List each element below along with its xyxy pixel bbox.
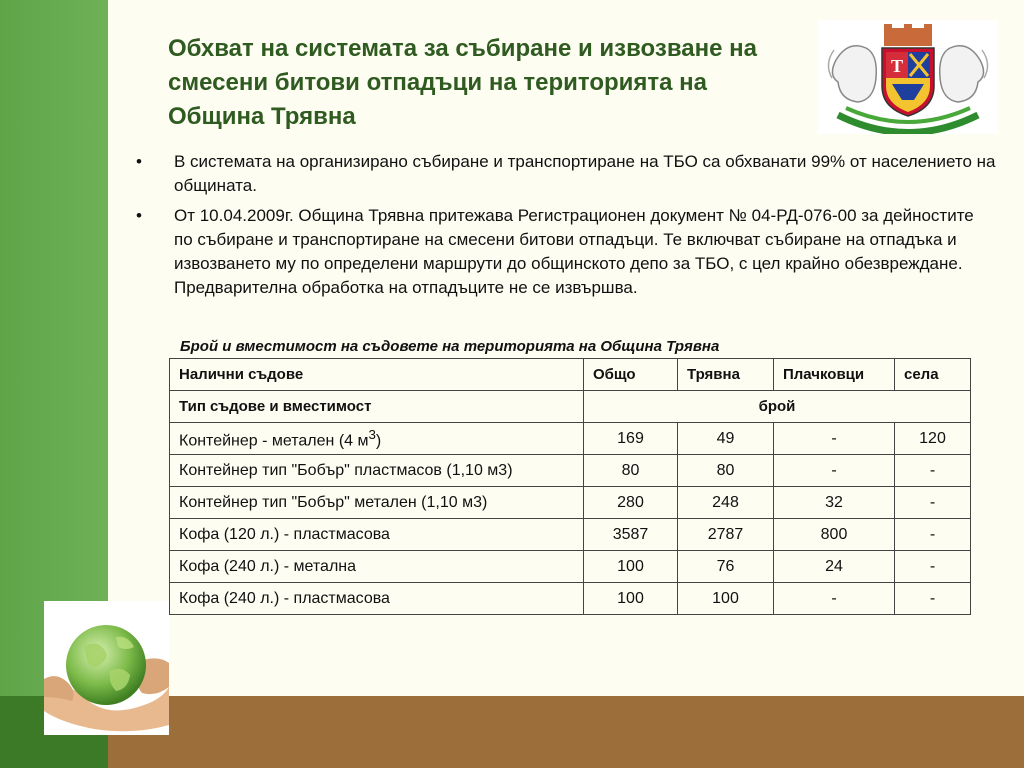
cell-tryavna: 100 — [678, 583, 774, 615]
table-row — [170, 487, 971, 519]
cell-tryavna: 2787 — [678, 519, 774, 551]
row-label: Кофа (120 л.) - пластмасова — [170, 519, 584, 551]
cell-tryavna: 49 — [678, 423, 774, 455]
header-cell: Налични съдове — [170, 359, 584, 391]
bullet-text: От 10.04.2009г. Община Трявна притежава Регистрационен документ № 04-РД-076-00 за дейностите по събиране и транспортиране на смесени битови отпадъци. Те включват събиране на отпадъка и извозването му по определени маршрути до общинското депо за ТБО, с цел крайно обезвреждане. Предварителна обработка на отпадъците не се извършва. — [174, 206, 974, 297]
header-cell: Общо — [584, 359, 678, 391]
cell-sela: - — [895, 487, 971, 519]
row-label: Кофа (240 л.) - пластмасова — [170, 583, 584, 615]
cell-plachkovtsi: 800 — [774, 519, 895, 551]
table-row — [170, 519, 971, 551]
bullet-marker: • — [136, 152, 142, 171]
header-cell: Трявна — [678, 359, 774, 391]
bullet-text: В системата на организирано събиране и транспортиране на ТБО са обхванати 99% от населението на общината. — [174, 152, 996, 195]
cell-tryavna: 248 — [678, 487, 774, 519]
cell-total: 3587 — [584, 519, 678, 551]
cell-plachkovtsi: - — [774, 455, 895, 487]
slide-title: Обхват на системата за събиране и извозване на смесени битови отпадъци на територията на Община Трявна — [168, 35, 757, 130]
header-cell: Плачковци — [774, 359, 895, 391]
row-label: Кофа (240 л.) - метална — [170, 551, 584, 583]
cell-plachkovtsi: - — [774, 583, 895, 615]
containers-table — [169, 358, 971, 615]
row-label: Контейнер тип "Бобър" метален (1,10 м3) — [170, 487, 584, 519]
row-label-superscript: 3 — [368, 426, 376, 442]
hands-globe-image — [44, 601, 169, 735]
bullet-item — [136, 150, 996, 198]
cell-plachkovtsi: - — [774, 423, 895, 455]
cell-sela: 120 — [895, 423, 971, 455]
row-label: Контейнер тип "Бобър" пластмасов (1,10 м3) — [170, 455, 584, 487]
header-cell: села — [895, 359, 971, 391]
cell-total: 100 — [584, 551, 678, 583]
cell-sela: - — [895, 551, 971, 583]
cell-total: 80 — [584, 455, 678, 487]
bullet-marker: • — [136, 206, 142, 225]
table-row — [170, 551, 971, 583]
row-label-text: Контейнер - метален (4 м — [179, 432, 369, 450]
table-row — [170, 423, 971, 455]
cell-total: 100 — [584, 583, 678, 615]
cell-plachkovtsi: 24 — [774, 551, 895, 583]
cell-tryavna: 80 — [678, 455, 774, 487]
cell-sela: - — [895, 455, 971, 487]
table-row — [170, 583, 971, 615]
table-caption: Брой и вместимост на съдовете на територията на Община Трявна — [180, 338, 720, 355]
subheader-cell: Тип съдове и вместимост — [170, 391, 584, 423]
cell-total: 169 — [584, 423, 678, 455]
cell-tryavna: 76 — [678, 551, 774, 583]
table-subheader-row — [170, 391, 971, 423]
subheader-cell: брой — [584, 391, 971, 423]
cell-total: 280 — [584, 487, 678, 519]
cell-plachkovtsi: 32 — [774, 487, 895, 519]
bullet-list — [136, 150, 996, 306]
coat-of-arms-image — [818, 20, 998, 134]
row-label — [170, 423, 584, 455]
svg-text:T: T — [890, 56, 904, 76]
cell-sela: - — [895, 519, 971, 551]
table-row — [170, 455, 971, 487]
row-label-tail: ) — [375, 432, 382, 450]
cell-sela: - — [895, 583, 971, 615]
bottom-brown-band — [108, 696, 1024, 768]
table-header-row — [170, 359, 971, 391]
bullet-item — [136, 204, 996, 300]
